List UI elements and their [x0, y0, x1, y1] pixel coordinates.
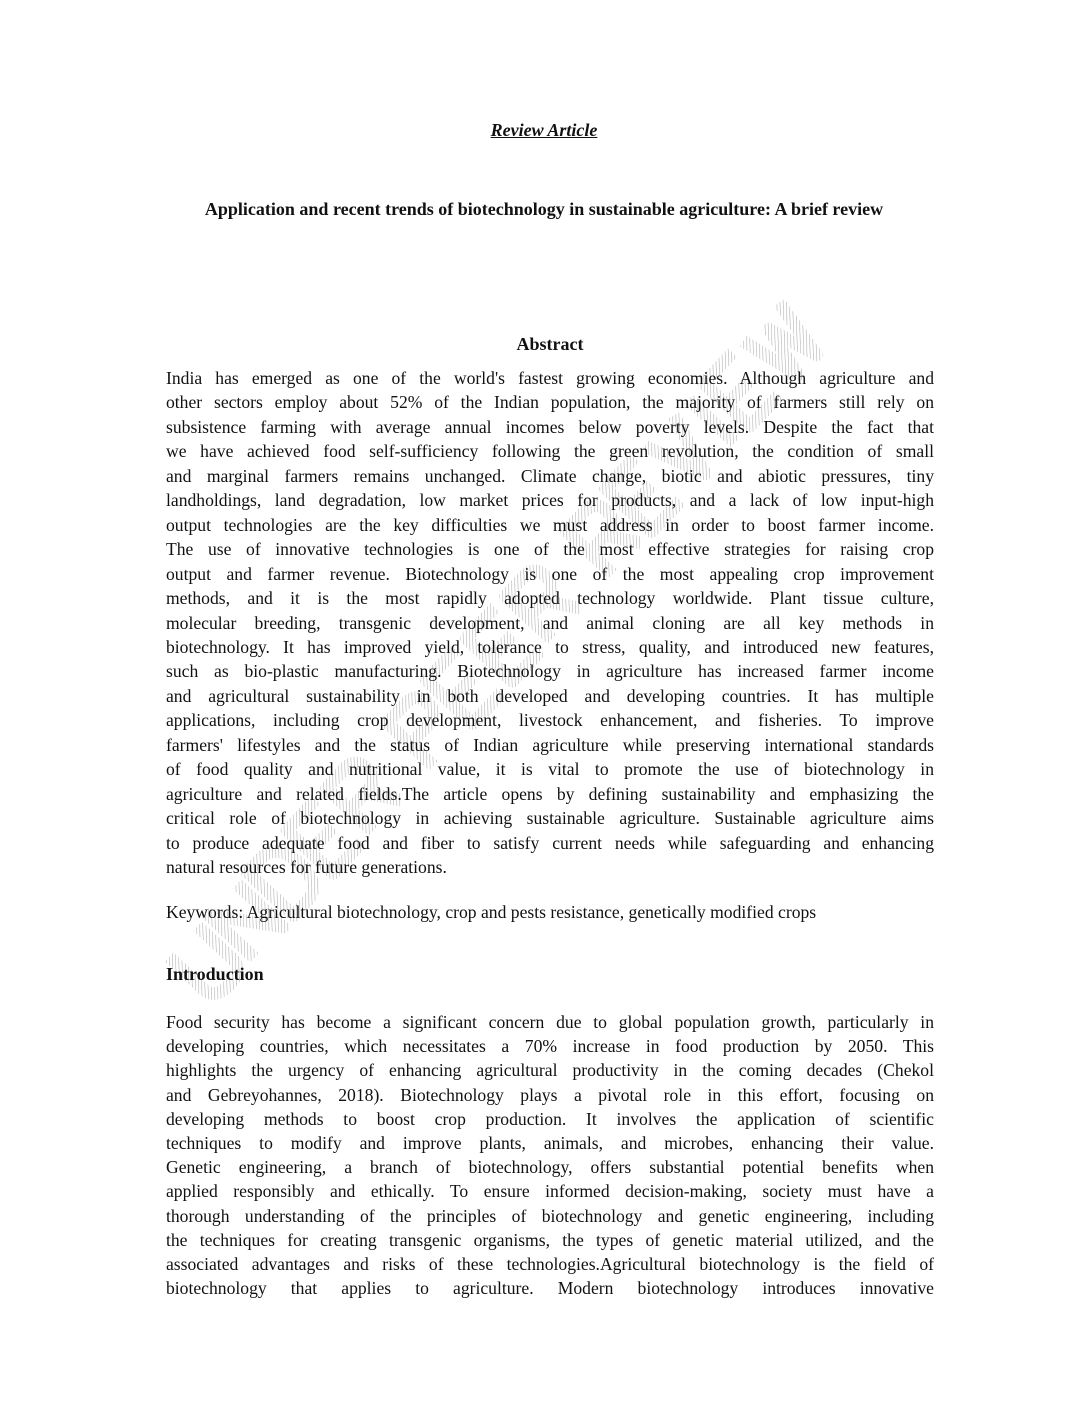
keywords: Keywords: Agricultural biotechnology, crop and pests resistance, genetically modified crops	[166, 902, 817, 922]
abstract-line: farmers' lifestyles and the status of Indian agriculture while preserving international standards	[166, 734, 934, 755]
abstract-line: critical role of biotechnology in achieving sustainable agriculture. Sustainable agriculture aims	[166, 808, 934, 829]
abstract-body	[166, 366, 934, 880]
abstract-line: other sectors employ about 52% of the Indian population, the majority of farmers still rely on	[166, 392, 934, 413]
introduction-line: techniques to modify and improve plants, animals, and microbes, enhancing their value.	[166, 1133, 934, 1154]
introduction-line: associated advantages and risks of these technologies.Agricultural biotechnology is the field of	[166, 1254, 934, 1275]
abstract-line: and marginal farmers remains unchanged. Climate change, biotic and abiotic pressures, tiny	[166, 465, 934, 486]
abstract-line: landholdings, land degradation, low market prices for products, and a lack of low input-high	[166, 490, 934, 511]
abstract-line: output and farmer revenue. Biotechnology is one of the most appealing crop improvement	[166, 563, 934, 584]
introduction-body	[166, 1010, 934, 1300]
introduction-line: highlights the urgency of enhancing agricultural productivity in the coming decades (Chekol	[166, 1060, 934, 1081]
introduction-line: developing countries, which necessitates a 70% increase in food production by 2050. This	[166, 1036, 934, 1057]
introduction-line: Food security has become a significant concern due to global population growth, particularly in	[166, 1012, 934, 1032]
abstract-line: to produce adequate food and fiber to satisfy current needs while safeguarding and enhancing	[166, 832, 934, 853]
abstract-line: and agricultural sustainability in both developed and developing countries. It has multiple	[166, 685, 934, 706]
abstract-line: output technologies are the key difficulties we must address in order to boost farmer income.	[166, 514, 934, 535]
introduction-line: and Gebreyohannes, 2018). Biotechnology plays a pivotal role in this effort, focusing on	[166, 1084, 934, 1105]
abstract-line: subsistence farming with average annual incomes below poverty levels. Despite the fact that	[166, 416, 934, 437]
article-type: Review Article	[490, 120, 598, 140]
abstract-line: methods, and it is the most rapidly adopted technology worldwide. Plant tissue culture,	[166, 588, 934, 609]
introduction-heading: Introduction	[166, 964, 264, 984]
abstract-line: of food quality and nutritional value, it is vital to promote the use of biotechnology in	[166, 759, 934, 780]
abstract-line: such as bio-plastic manufacturing. Biotechnology in agriculture has increased farmer income	[166, 661, 934, 682]
abstract-line: The use of innovative technologies is one of the most effective strategies for raising crop	[166, 539, 934, 560]
abstract-line: applications, including crop development, livestock enhancement, and fisheries. To improve	[166, 710, 934, 731]
introduction-line: biotechnology that applies to agriculture. Modern biotechnology introduces innovative	[166, 1278, 934, 1299]
abstract-line: natural resources for future generations.	[166, 857, 447, 878]
introduction-line: Genetic engineering, a branch of biotechnology, offers substantial potential benefits when	[166, 1157, 934, 1178]
abstract-line: India has emerged as one of the world's fastest growing economies. Although agriculture and	[166, 368, 934, 388]
abstract-line: biotechnology. It has improved yield, tolerance to stress, quality, and introduced new features,	[166, 636, 934, 657]
abstract-line: agriculture and related fields.The article opens by defining sustainability and emphasizing the	[166, 783, 934, 804]
introduction-line: thorough understanding of the principles of biotechnology and genetic engineering, including	[166, 1205, 934, 1226]
paper-title: Application and recent trends of biotechnology in sustainable agriculture: A brief review	[204, 199, 884, 219]
abstract-line: molecular breeding, transgenic development, and animal cloning are all key methods in	[166, 612, 934, 633]
introduction-line: the techniques for creating transgenic organisms, the types of genetic material utilized, and the	[166, 1229, 934, 1250]
abstract-heading: Abstract	[516, 334, 584, 354]
introduction-line: applied responsibly and ethically. To ensure informed decision-making, society must have a	[166, 1181, 934, 1202]
introduction-line: developing methods to boost crop production. It involves the application of scientific	[166, 1108, 934, 1129]
abstract-line: we have achieved food self-sufficiency following the green revolution, the condition of small	[166, 441, 934, 462]
